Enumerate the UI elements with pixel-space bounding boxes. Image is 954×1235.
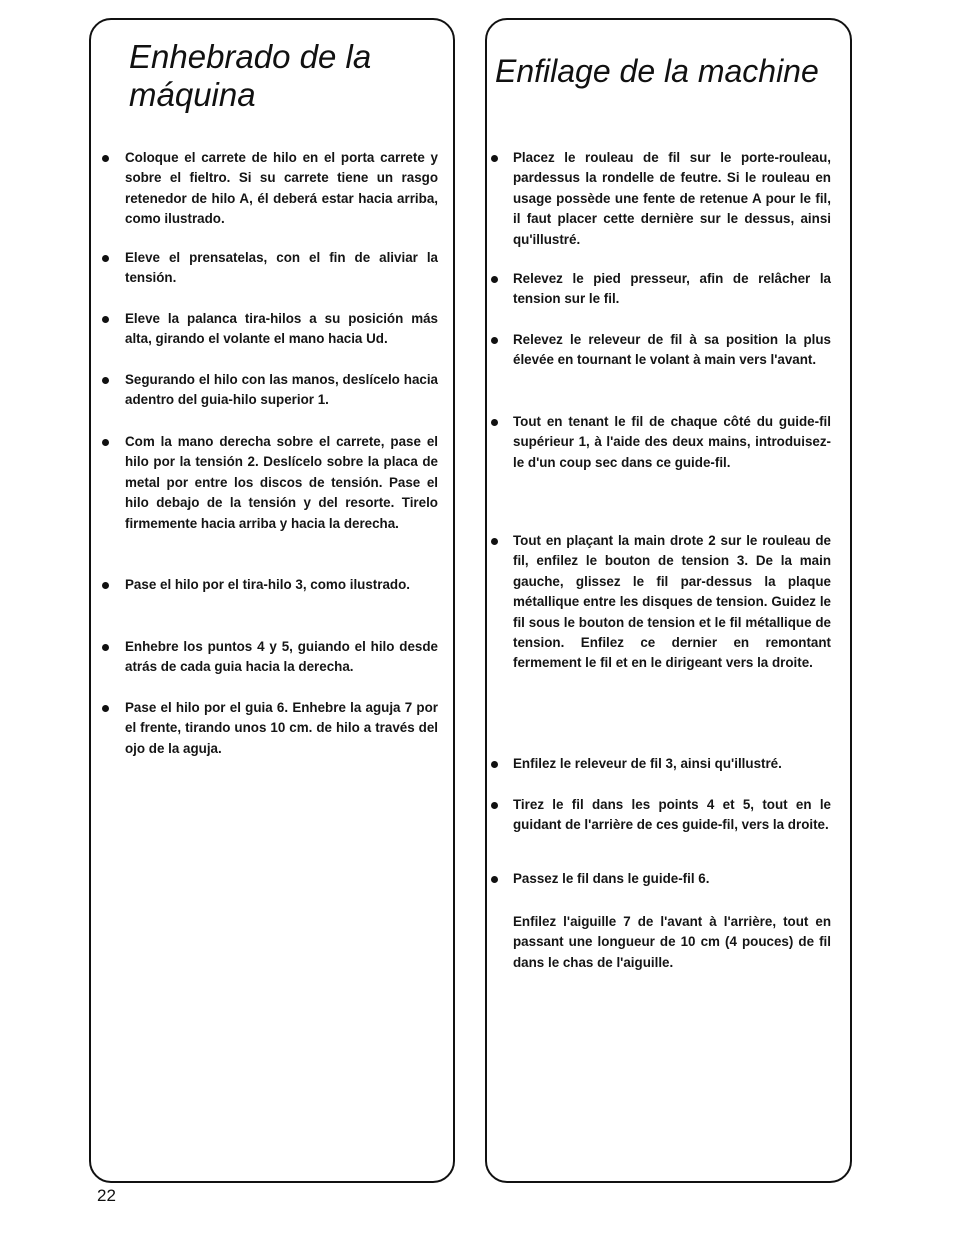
french-step [513,754,831,774]
spanish-step [125,370,438,411]
spanish-step [125,575,438,595]
french-step [513,269,831,310]
french-closing-paragraph [513,912,831,973]
french-step-text: Tirez le fil dans les points 4 et 5, tout en le guidant de l'arrière de ces guide-fil, vers la droite. [513,797,831,833]
spanish-title: Enhebrado de la máquina [129,38,372,113]
bullet-icon [491,419,498,426]
bullet-icon [102,644,109,651]
french-step-text: Tout en tenant le fil de chaque côté du guide-fil supérieur 1, à l'aide des deux mains, introduisez-le d'un coup sec dans ce guide-fil. [513,414,831,470]
french-step-text: Enfilez le releveur de fil 3, ainsi qu'illustré. [513,756,782,771]
bullet-icon [102,439,109,446]
spanish-step-text: Segurando el hilo con las manos, deslícelo hacia adentro del guia-hilo superior 1. [125,372,438,408]
french-closing-text: Enfilez l'aiguille 7 de l'avant à l'arrière, tout en passant une longueur de 10 cm (4 pouces) de fil dans le chas de l'aiguille. [513,914,831,970]
french-step [513,412,831,473]
french-step [513,869,831,889]
spanish-step-text: Eleve el prensatelas, con el fin de aliviar la tensión. [125,250,438,286]
spanish-step [125,698,438,759]
french-step-text: Placez le rouleau de fil sur le porte-rouleau, pardessus la rondelle de feutre. Si le rouleau en usage possède une fente de retenue A pour le fil, il faut placer cette dernière sur le dessus, ainsi qu'illustré. [513,150,831,247]
bullet-icon [102,705,109,712]
spanish-step [125,248,438,289]
spanish-step-text: Com la mano derecha sobre el carrete, pase el hilo por la tensión 2. Deslícelo sobre la placa de metal por entre los discos de tensión. Pase el hilo debajo de la tensión y del resorte. Tirelo firmemente hacia arriba y hacia la derecha. [125,434,438,531]
french-panel [485,18,852,1183]
bullet-icon [491,538,498,545]
bullet-icon [491,337,498,344]
page-number: 22 [97,1186,116,1205]
french-step [513,795,831,836]
spanish-step [125,432,438,534]
french-step-text: Relevez le pied presseur, afin de relâcher la tension sur le fil. [513,271,831,307]
bullet-icon [491,155,498,162]
spanish-step-text: Pase el hilo por el tira-hilo 3, como ilustrado. [125,577,410,592]
spanish-step [125,637,438,678]
spanish-step [125,148,438,230]
spanish-panel [89,18,455,1183]
french-step-text: Passez le fil dans le guide-fil 6. [513,871,710,886]
french-step-text: Relevez le releveur de fil à sa position la plus élevée en tournant le volant à main vers l'avant. [513,332,831,368]
french-step [513,148,831,250]
bullet-icon [491,761,498,768]
bullet-icon [491,802,498,809]
french-step [513,531,831,674]
spanish-step-text: Eleve la palanca tira-hilos a su posición más alta, girando el volante el mano hacia Ud. [125,311,438,347]
bullet-icon [102,316,109,323]
bullet-icon [102,582,109,589]
french-title: Enfilage de la machine [495,53,819,89]
bullet-icon [491,876,498,883]
bullet-icon [102,255,109,262]
bullet-icon [491,276,498,283]
spanish-step-text: Coloque el carrete de hilo en el porta carrete y sobre el fieltro. Si su carrete tiene un rasgo retenedor de hilo A, él deberá estar hacia arriba, como ilustrado. [125,150,438,227]
spanish-step-text: Pase el hilo por el guia 6. Enhebre la aguja 7 por el frente, tirando unos 10 cm. de hilo a través del ojo de la aguja. [125,700,438,756]
bullet-icon [102,155,109,162]
spanish-step [125,309,438,350]
french-step [513,330,831,371]
bullet-icon [102,377,109,384]
french-step-text: Tout en plaçant la main drote 2 sur le rouleau de fil, enfilez le bouton de tension 3. De la main gauche, glissez le fil par-dessus la plaque métallique entre les disques de tension. Guidez le fil sous le bouton de tension et le fil métallique de tension. Enfilez ce dernier en remontant fermement le fil et en le dirigeant vers la droite. [513,533,831,671]
spanish-step-text: Enhebre los puntos 4 y 5, guiando el hilo desde atrás de cada guia hacia la derecha. [125,639,438,675]
